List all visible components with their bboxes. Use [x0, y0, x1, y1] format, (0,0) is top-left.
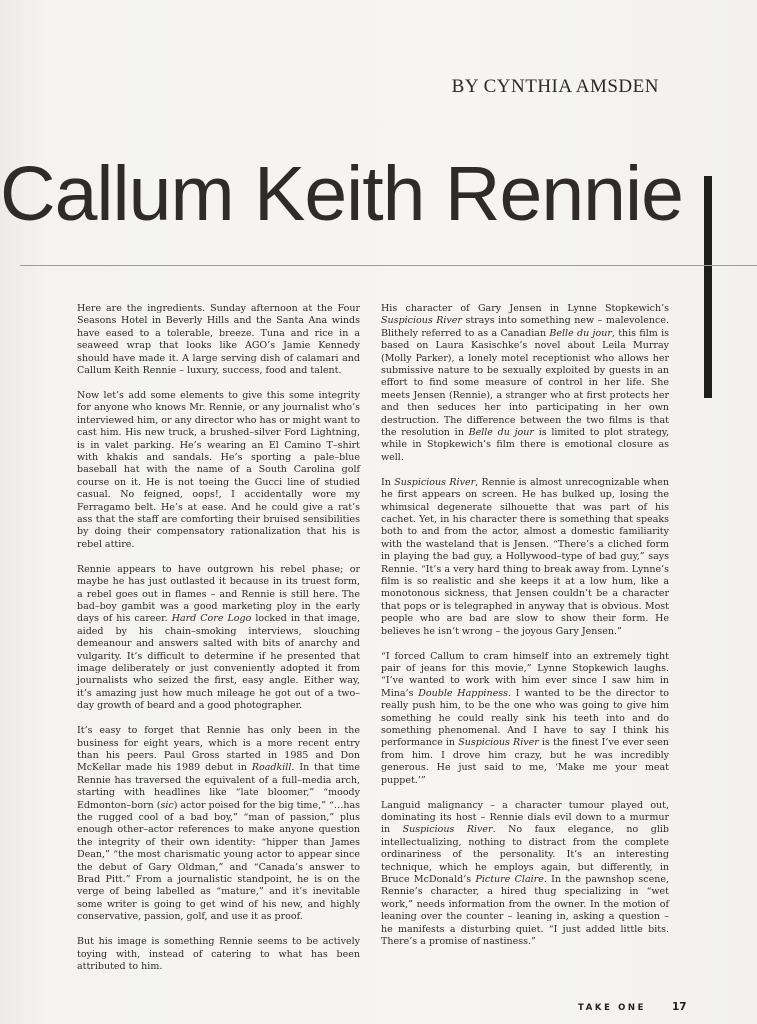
text-run: Languid malignancy – a character tumour played out, dominating its host – Rennie dials evil down to a murmur in: [381, 799, 669, 836]
page-number: 17: [672, 1001, 687, 1013]
italic-title: Suspicious River: [394, 476, 476, 488]
paragraph: [77, 936, 360, 973]
magazine-name: TAKE ONE: [578, 1003, 647, 1013]
text-run: . In the pawnshop scene, Rennie’s character, a hired thug specializing in “wet work,” needs information from the owner. In the motion of leaning over the counter – leaning in, asking a question – he manifests a disturbing quiet. “I just added little bits. There’s a promise of nastiness.”: [381, 873, 670, 947]
paragraph: [381, 477, 669, 638]
italic-title: Belle du jour: [468, 427, 534, 439]
italic-title: Suspicious River: [458, 737, 539, 749]
text-run: “I forced Callum to cram himself into an extremely tight pair of jeans for this movie,” Lynne Stopkewich laughs. “I’ve wanted to work with him ever since I saw him in Mina’s: [381, 650, 669, 699]
text-run: Rennie appears to have outgrown his rebel phase; or maybe he has just outlasted it because in its truest form, a rebel goes out in flames – and Rennie is still here. The bad–boy gambit was a good marketing ploy in the early days of his career.: [77, 563, 360, 625]
text-run: His character of Gary Jensen in Lynne Stopkewich’s: [381, 303, 669, 314]
text-run: It’s easy to forget that Rennie has only been in the business for eight years, which is a more recent entry than his peers. Paul Gross started in 1985 and Don McKellar made his 1989 debut in: [77, 725, 360, 774]
right-column: [381, 303, 669, 961]
paragraph: [381, 651, 669, 787]
italic-title: Suspicious River: [381, 315, 462, 327]
article-title: Callum Keith Rennie: [0, 151, 683, 237]
text-run: ) actor poised for the big time,” “…has the rugged cool of a bad boy,” “man of passion,” plus enough other–actor references to make anyone question the integrity of their own identity: “hipper than James Dean,” “the most charismatic young actor to appear since the debut of Gary Oldman,” and “Canada’s answer to Brad Pitt.” From a journalistic standpoint, he is on the verge of being labelled as “mature,” and it’s inevitable some writer is going to get wind of his new, and highly conservative, passion, golf, and use it as proof.: [77, 799, 360, 923]
paragraph: [77, 725, 360, 924]
italic-title: Roadkill: [251, 762, 292, 774]
italic-title: sic: [160, 799, 174, 811]
text-run: , this film is based on Laura Kasischke’s novel about Leila Murray (Molly Parker), a lonely motel receptionist who allows her submissive nature to be sexually exploited by guests in an effort to find some measure of control in her life. She meets Jensen (Rennie), a stranger who at first protects her and then seduces her into participating in her own destruction. The difference between the two films is that the resolution in: [381, 327, 669, 439]
text-run: , Rennie is almost unrecognizable when he first appears on screen. He has bulked up, losing the whimsical degenerate silhouette that was part of his cachet. Yet, in his character there is something that speaks both to and from the actor, almost a domestic familiarity with the wasteland that is Jensen. “There’s a cliched form in playing the bad guy, a Hollywood–type of bad guy,” says Rennie. “It’s a very hard thing to break away from. Lynne’s film is so realistic and she keeps it at a low hum, like a monotonous sickness, that Jensen couldn’t be a character that pops or is telegraphed in anyway that is obvious. Most people who are bad are slow to show their form. He believes he isn’t wrong – the joyous Gary Jensen.”: [381, 476, 669, 637]
italic-title: Suspicious River: [402, 824, 493, 836]
text-run: . I wanted to be the director to really push him, to be the one who was going to give him something he could really sink his teeth into and do something phenomenal. And I have to say I think his performance in: [381, 687, 669, 749]
text-run: . No faux elegance, no glib intellectualizing, nothing to distract from the complete ordinariness of the personality. It’s an interesting technique, which he employs again, but differently, in Bruce McDonald’s: [381, 824, 669, 885]
paragraph: [77, 303, 360, 377]
text-run: locked in that image, aided by his chain–smoking interviews, slouching demeanour and answers salted with bits of anarchy and vulgarity. It’s difficult to determine if he presented that image deliberately or just conveniently adopted it from journalists who seized the first, easy angle. Either way, it’s amazing just how much mileage he got out of a two–day growth of beard and a good photographer.: [77, 613, 360, 712]
italic-title: Double Happiness: [418, 687, 508, 699]
title-rule: [20, 265, 757, 266]
paragraph: [381, 303, 669, 464]
italic-title: Picture Claire: [475, 873, 544, 885]
left-column: [77, 303, 360, 986]
paragraph: [77, 564, 360, 713]
text-run: . In that time Rennie has traversed the equivalent of a full–media arch, starting with headlines like “late bloomer,” “moody Edmonton–born (: [77, 762, 360, 811]
text-run: But his image is something Rennie seems to be actively toying with, instead of catering to what has been attributed to him.: [77, 936, 360, 972]
paragraph: [77, 390, 360, 551]
text-run: In: [381, 476, 395, 488]
decorative-vertical-bar: [704, 176, 712, 398]
italic-title: Belle du jour: [549, 327, 612, 339]
paragraph: [381, 800, 669, 949]
text-run: is limited to plot strategy, while in Stopkewich’s film there is emotional closure as well.: [381, 427, 669, 463]
italic-title: Hard Core Logo: [171, 613, 252, 625]
text-run: Here are the ingredients. Sunday afternoon at the Four Seasons Hotel in Beverly Hills and the Santa Ana winds have eased to a tolerable, breeze. Tuna and rice in a seaweed wrap that looks like AGO’s Jamie Kennedy should have made it. A large serving dish of calamari and Callum Keith Rennie – luxury, success, food and talent.: [77, 303, 360, 377]
byline: BY CYNTHIA AMSDEN: [451, 76, 659, 97]
text-run: Now let’s add some elements to give this some integrity for anyone who knows Mr. Rennie, or any journalist who’s interviewed him, or any director who has or might want to cast him. His new truck, a brushed–silver Ford Lightning, is in valet parking. He’s wearing an El Camino T–shirt with khakis and sandals. He’s sporting a pale–blue baseball hat with the name of a South Carolina golf course on it. He is not toeing the Gucci line of studied casual. No feigned, oops!, I accidentally wore my Ferragamo belt. He’s at ease. And he could give a rat’s ass that the staff are comforting their bruised sensibilities by doing their compensatory rationalization that his is rebel attire.: [77, 389, 360, 550]
text-run: is the finest I’ve ever seen from him. I drove him crazy, but he was incredibly generous. He just said to me, ‘Make me your meat puppet.’”: [381, 737, 670, 786]
text-run: strays into something new – malevolence. Blithely referred to as a Canadian: [381, 315, 670, 339]
